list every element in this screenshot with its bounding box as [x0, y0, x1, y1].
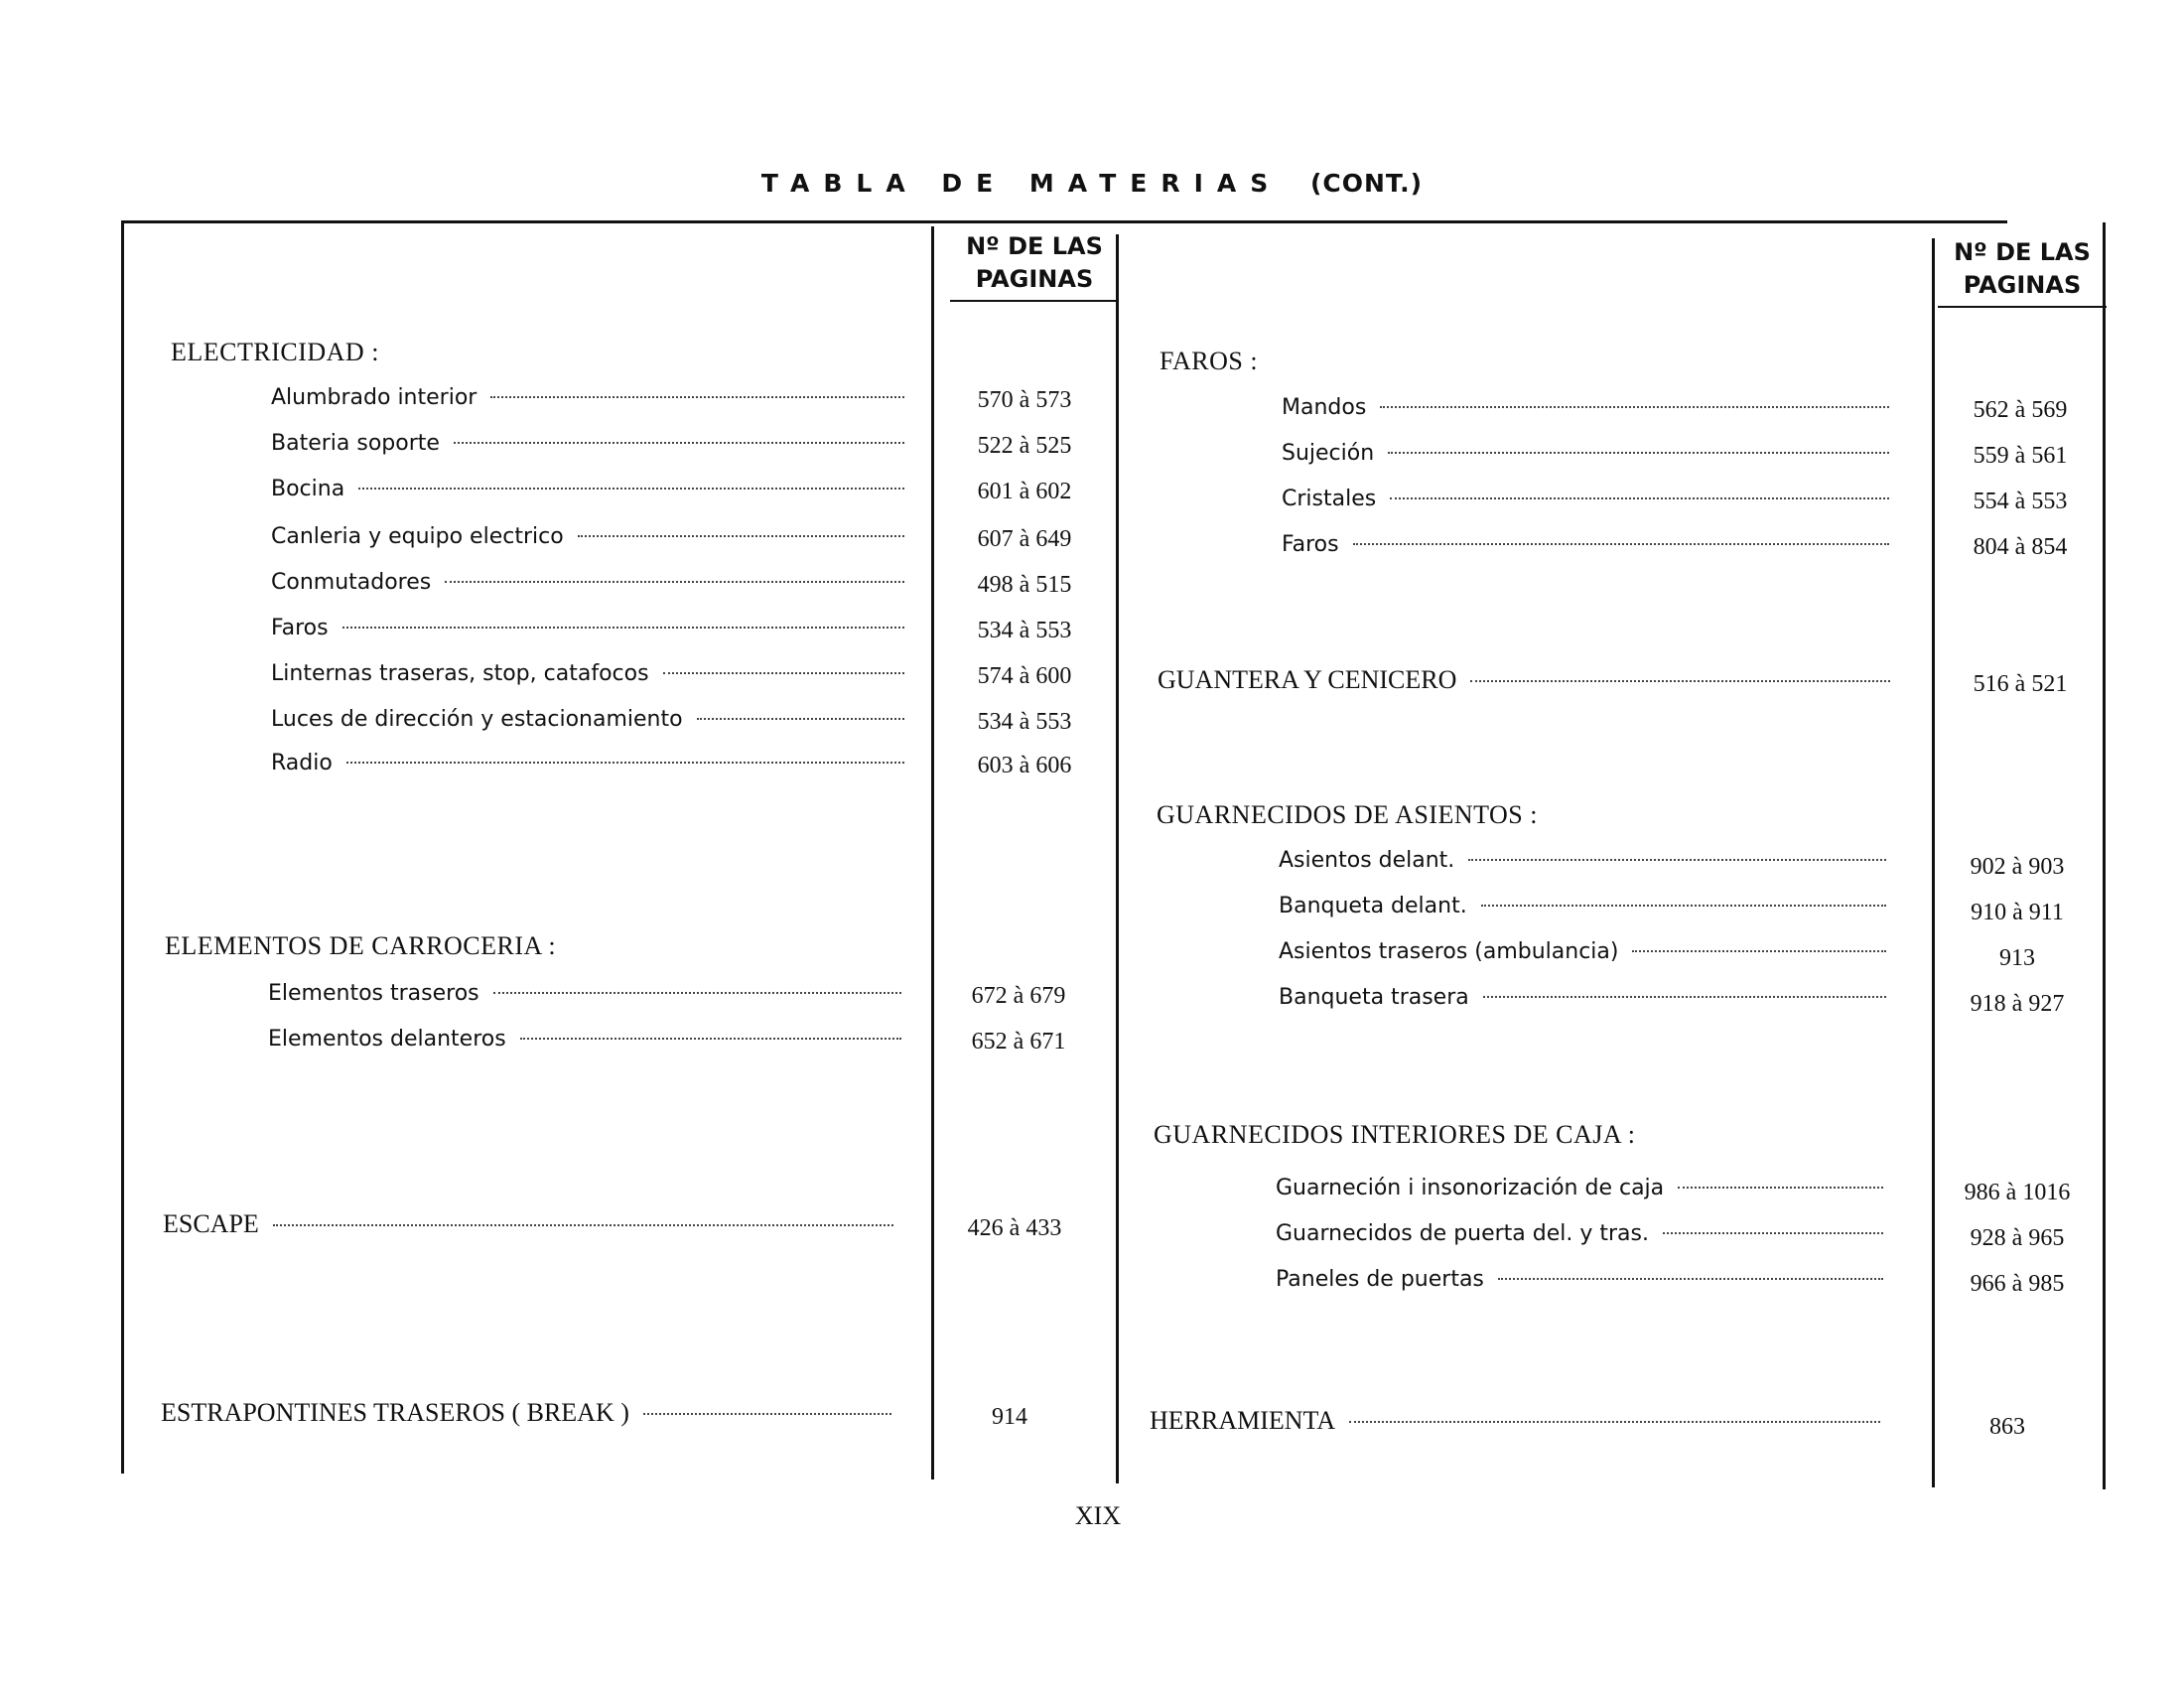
entry-label: Conmutadores [271, 570, 432, 595]
title-text: TABLA DE MATERIAS [760, 169, 1283, 198]
page-range: 498 à 515 [977, 572, 1072, 598]
section-escape [163, 1209, 895, 1239]
leader-dots [1390, 497, 1889, 499]
list-item [1276, 1267, 1885, 1292]
page-range: 516 à 521 [1973, 671, 2068, 697]
list-item [271, 707, 906, 732]
leader-dots [1349, 1421, 1880, 1423]
entry-label: ESTRAPONTINES TRASEROS ( BREAK ) [161, 1398, 629, 1427]
list-item [268, 1027, 903, 1052]
page-range: 804 à 854 [1973, 534, 2068, 560]
entry-label: GUANTERA Y CENICERO [1158, 665, 1457, 694]
section-electricidad-heading: ELECTRICIDAD : [171, 338, 379, 366]
page-range: 928 à 965 [1970, 1225, 2065, 1251]
page-range: 986 à 1016 [1964, 1180, 2071, 1205]
page-range: 863 [1989, 1414, 2025, 1440]
section-faros-heading: FAROS : [1160, 347, 1259, 375]
page-range: 913 [1999, 945, 2035, 971]
list-item [1279, 985, 1888, 1010]
title-suffix: (CONT.) [1309, 169, 1424, 198]
page-range: 562 à 569 [1973, 397, 2068, 423]
leader-dots [273, 1224, 893, 1226]
leader-dots [1353, 543, 1889, 545]
entry-label: Guarneción i insonorización de caja [1276, 1176, 1665, 1200]
table-top-border [121, 220, 2007, 223]
entry-label: Cristales [1282, 487, 1377, 511]
list-item [271, 751, 906, 775]
leader-dots [697, 718, 904, 720]
leader-dots [1468, 859, 1886, 861]
page-range: 522 à 525 [977, 433, 1072, 459]
page-range: 559 à 561 [1973, 443, 2068, 469]
entry-label: Alumbrado interior [271, 385, 478, 410]
list-item [271, 616, 906, 640]
list-item [1279, 848, 1888, 873]
entry-label: Faros [1282, 532, 1339, 557]
leader-dots [346, 762, 904, 764]
leader-dots [578, 535, 904, 537]
page-range: 652 à 671 [971, 1029, 1066, 1055]
list-item [271, 431, 906, 456]
list-item [1282, 532, 1891, 557]
page-range: 534 à 553 [977, 618, 1072, 643]
leader-dots [643, 1413, 891, 1415]
page-range: 672 à 679 [971, 983, 1066, 1009]
leader-dots [342, 627, 904, 629]
leader-dots [520, 1038, 901, 1040]
leader-dots [1481, 905, 1886, 907]
entry-label: Elementos delanteros [268, 1027, 506, 1052]
page-range: 601 à 602 [977, 479, 1072, 504]
list-item [1279, 939, 1888, 964]
entry-label: Elementos traseros [268, 981, 479, 1006]
entry-label: Bocina [271, 477, 345, 501]
page-range: 910 à 911 [1971, 900, 2064, 925]
entry-label: Sujeción [1282, 441, 1375, 466]
page-range: 902 à 903 [1970, 854, 2065, 880]
left-pages-column-header: Nº DE LAS PAGINAS [950, 230, 1119, 302]
section-estrapontines [161, 1398, 893, 1428]
right-pages-column-header: Nº DE LAS PAGINAS [1938, 236, 2107, 308]
leader-dots [1470, 680, 1890, 682]
section-herramienta [1150, 1406, 1882, 1436]
entry-label: Canleria y equipo electrico [271, 524, 564, 549]
page-range: 554 à 553 [1973, 489, 2068, 514]
leader-dots [1498, 1278, 1883, 1280]
list-item [1279, 894, 1888, 918]
leader-dots [358, 488, 904, 490]
page-range: 426 à 433 [967, 1215, 1062, 1241]
page-title [0, 169, 2184, 198]
entry-label: Faros [271, 616, 329, 640]
list-item [1282, 441, 1891, 466]
leader-dots [1678, 1187, 1883, 1189]
list-item [271, 570, 906, 595]
leader-dots [1483, 996, 1886, 998]
page-range: 574 à 600 [977, 663, 1072, 689]
entry-label: ESCAPE [163, 1209, 259, 1238]
leader-dots [445, 581, 904, 583]
list-item [1276, 1221, 1885, 1246]
leader-dots [663, 672, 904, 674]
list-item [271, 385, 906, 410]
section-asientos-heading: GUARNECIDOS DE ASIENTOS : [1157, 800, 1538, 829]
leader-dots [1388, 452, 1889, 454]
section-caja-heading: GUARNECIDOS INTERIORES DE CAJA : [1154, 1120, 1636, 1149]
entry-label: Bateria soporte [271, 431, 440, 456]
entry-label: Linternas traseras, stop, catafocos [271, 661, 649, 686]
list-item [1282, 395, 1891, 420]
leader-dots [1663, 1232, 1883, 1234]
entry-label: HERRAMIENTA [1150, 1406, 1336, 1435]
list-item [1276, 1176, 1885, 1200]
list-item [271, 661, 906, 686]
page-number: XIX [1074, 1501, 1122, 1530]
entry-label: Mandos [1282, 395, 1367, 420]
left-page-column-divider [931, 226, 934, 1479]
list-item [268, 981, 903, 1006]
entry-label: Banqueta trasera [1279, 985, 1469, 1010]
page-range: 570 à 573 [977, 387, 1072, 413]
leader-dots [1380, 406, 1889, 408]
page-range: 918 à 927 [1970, 991, 2065, 1017]
entry-label: Banqueta delant. [1279, 894, 1467, 918]
leader-dots [454, 442, 904, 444]
entry-label: Radio [271, 751, 333, 775]
leader-dots [1632, 950, 1886, 952]
list-item [271, 524, 906, 549]
leader-dots [490, 396, 904, 398]
list-item [1282, 487, 1891, 511]
list-item [271, 477, 906, 501]
page-range: 607 à 649 [977, 526, 1072, 552]
entry-label: Guarnecidos de puerta del. y tras. [1276, 1221, 1649, 1246]
leader-dots [493, 992, 901, 994]
page-range: 914 [992, 1404, 1027, 1430]
entry-label: Asientos traseros (ambulancia) [1279, 939, 1619, 964]
entry-label: Luces de dirección y estacionamiento [271, 707, 683, 732]
center-divider [1116, 234, 1119, 1483]
entry-label: Asientos delant. [1279, 848, 1455, 873]
section-carroceria-heading: ELEMENTOS DE CARROCERIA : [165, 931, 557, 960]
entry-label: Paneles de puertas [1276, 1267, 1484, 1292]
table-left-border [121, 220, 124, 1474]
page-range: 603 à 606 [977, 753, 1072, 778]
page-range: 534 à 553 [977, 709, 1072, 735]
section-guantera [1158, 665, 1892, 695]
page-range: 966 à 985 [1970, 1271, 2065, 1297]
